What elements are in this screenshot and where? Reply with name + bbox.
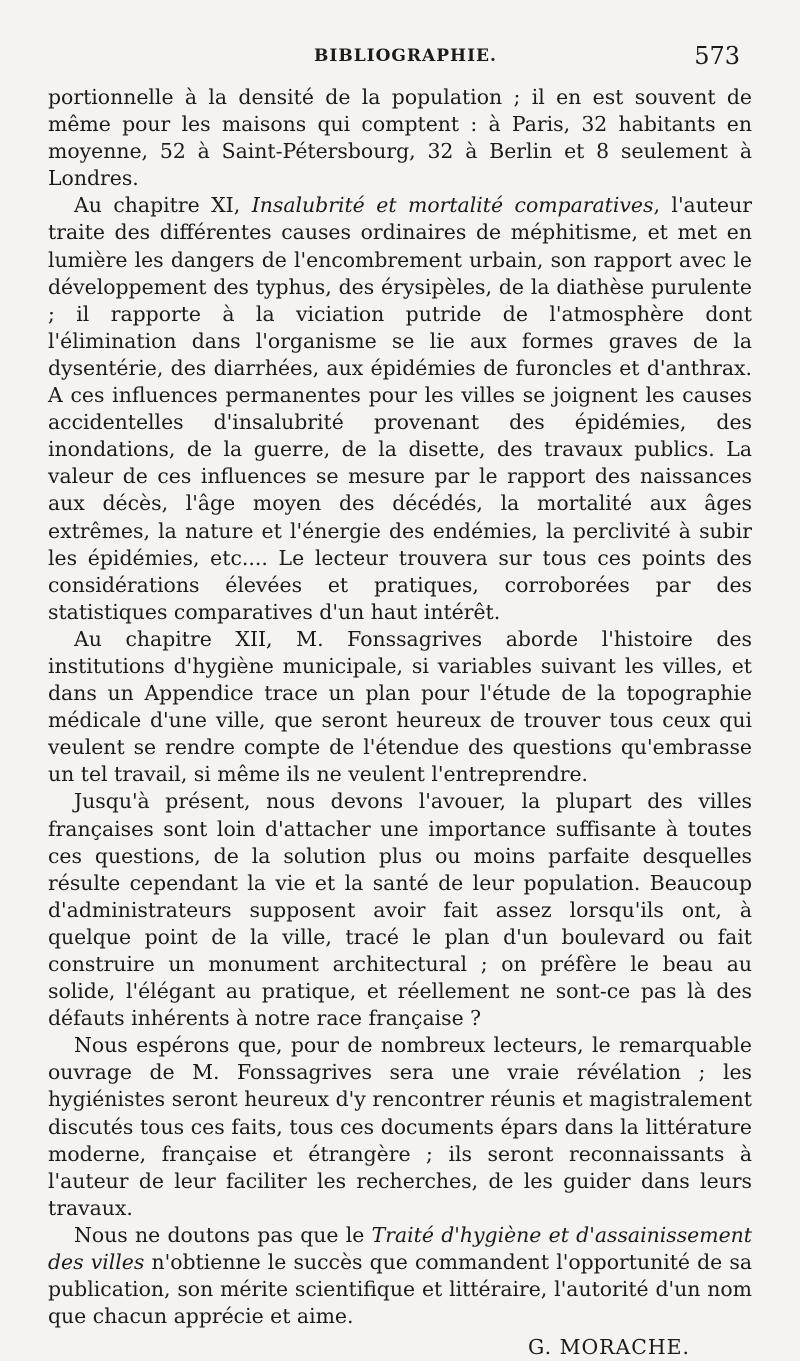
paragraph-text-before: Au chapitre XI, bbox=[74, 193, 252, 218]
chapter-title-italic: Insalubrité et mortalité comparatives bbox=[251, 193, 654, 218]
paragraph-text-after: n'obtienne le succès que commandent l'opportunité de sa publication, son mérite scientifique et littéraire, l'autorité d'un nom que chacun apprécie et aime. bbox=[48, 1250, 752, 1329]
paragraph-text: Jusqu'à présent, nous devons l'avouer, la plupart des villes françaises sont loin d'attacher une importance suffisante à toutes ces questions, de la solution plus ou moins parfaite desquelles résulte cependant la vie et la santé de leur population. Beaucoup d'administrateurs supposent avoir fait assez lorsqu'ils ont, à quelque point de la ville, tracé le plan d'un boulevard ou fait construire un monument architectural ; on préfère le beau au solide, l'élégant au pratique, et réellement ne sont-ce pas là des défauts inhérents à notre race française ? bbox=[48, 789, 752, 1031]
body-text bbox=[48, 84, 752, 1361]
running-title: BIBLIOGRAPHIE. bbox=[314, 46, 497, 66]
paragraph-villes-francaises bbox=[48, 788, 752, 1032]
paragraph-chapter-xii bbox=[48, 626, 752, 789]
page-number: 573 bbox=[694, 42, 740, 70]
author-signature: G. MORACHE. bbox=[528, 1335, 690, 1360]
paragraph-text: Nous espérons que, pour de nombreux lecteurs, le remarquable ouvrage de M. Fonssagrives sera une vraie révélation ; les hygiénistes seront heureux d'y rencontrer réunis et magistralement discutés tous ces faits, tous ces documents épars dans la littérature moderne, française et étrangère ; ils seront reconnaissants à l'auteur de leur faciliter les recherches, de les guider dans leurs travaux. bbox=[48, 1033, 752, 1220]
paragraph-text: portionnelle à la densité de la population ; il en est souvent de même pour les maisons qui comptent : à Paris, 32 habitants en moyenne, 52 à Saint-Pétersbourg, 32 à Berlin et 8 seulement à Londres. bbox=[48, 85, 752, 191]
book-title-italic: Traité d'hygiène et d'assainissement des villes bbox=[48, 1222, 752, 1275]
paragraph-chapter-xi bbox=[48, 192, 752, 626]
paragraph-esperons bbox=[48, 1032, 752, 1222]
paragraph-continuation bbox=[48, 84, 752, 192]
paragraph-text: Au chapitre XII, M. Fonssagrives aborde l'histoire des institutions d'hygiène municipale, si variables suivant les villes, et dans un Appendice trace un plan pour l'étude de la topographie médicale d'une ville, que seront heureux de trouver tous ceux qui veulent se rendre compte de l'étendue des questions qu'embrasse un tel travail, si même ils ne veulent l'entreprendre. bbox=[48, 626, 752, 787]
paragraph-text-after: , l'auteur traite des différentes causes ordinaires de méphitisme, et met en lumière les dangers de l'encombrement urbain, son rapport avec le développement des typhus, des érysipèles, de la diathèse purulente ; il rapporte à la viciation putride de l'atmosphère dont l'élimination dans l'organisme se lie aux formes graves de la dysentérie, des diarrhées, aux épidémies de furoncles et d'anthrax. A ces influences permanentes pour les villes se joignent les causes accidentelles d'insalubrité provenant des épidémies, des inondations, de la guerre, de la disette, des travaux publics. La valeur de ces influences se mesure par le rapport des naissances aux décès, l'âge moyen des décédés, la mortalité aux âges extrêmes, la nature et l'énergie des endémies, la perclivité à subir les épidémies, etc.... Le lecteur trouvera sur tous ces points des considérations élevées et pratiques, corroborées par des statistiques comparatives d'un haut intérêt. bbox=[48, 193, 752, 624]
paragraph-text-before: Nous ne doutons pas que le bbox=[74, 1222, 372, 1247]
running-head bbox=[48, 42, 762, 74]
paragraph-conclusion bbox=[48, 1222, 752, 1330]
